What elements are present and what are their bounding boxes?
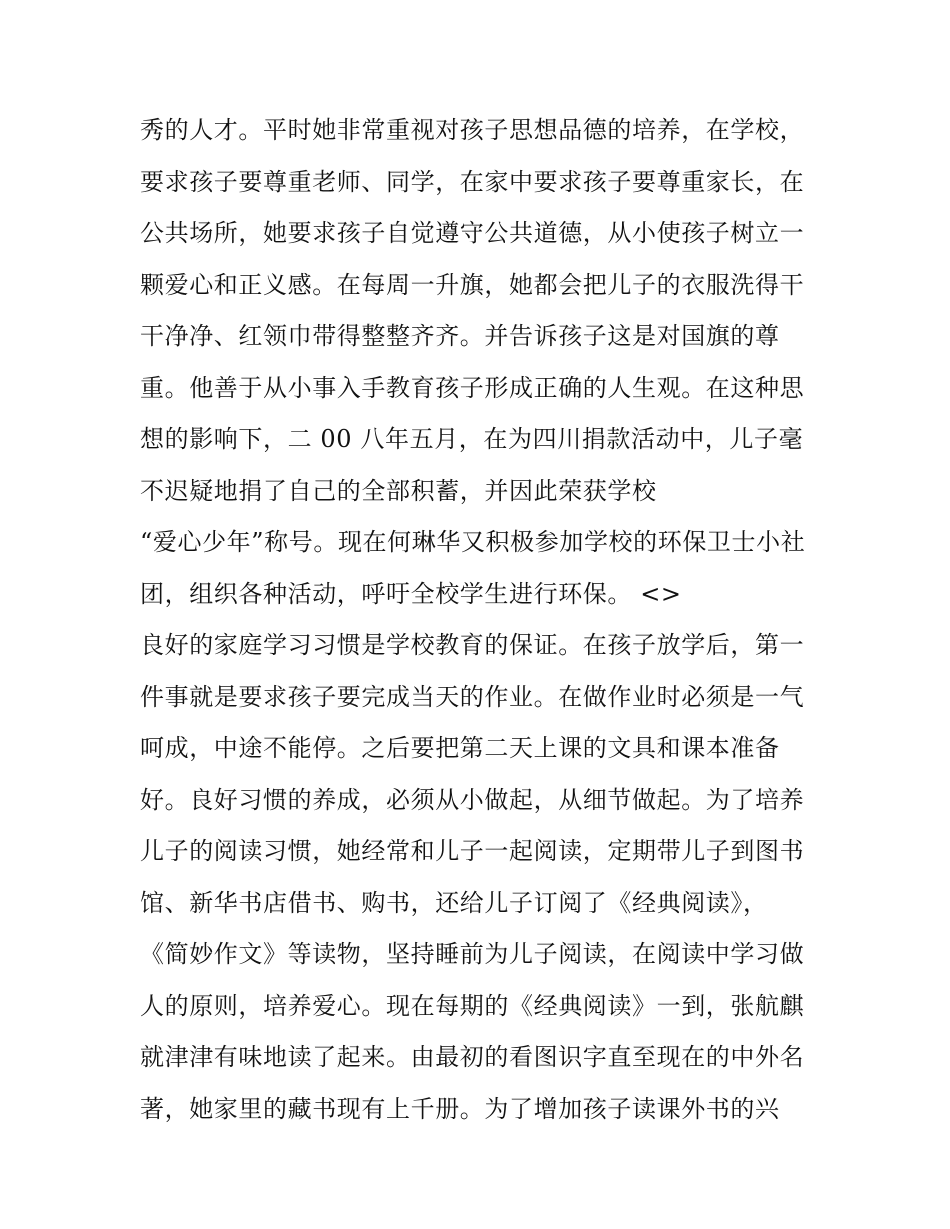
text-line: 著，她家里的藏书现有上千册。为了增加孩子读课外书的兴 bbox=[140, 1094, 780, 1123]
text-line: 馆、新华书店借书、购书，还给儿子订阅了《经典阅读》， bbox=[140, 888, 768, 917]
text-line: 重。他善于从小事入手教育孩子形成正确的人生观。在这种思 bbox=[140, 373, 805, 402]
text-line: 《简妙作文》等读物，坚持睡前为儿子阅读，在阅读中学习做 bbox=[140, 940, 805, 968]
text-line: “爱心少年”称号。现在何琳华又积极参加学校的环保卫士小社 bbox=[140, 528, 806, 556]
text-line: 不迟疑地捐了自己的全部积蓄，并因此荣获学校 bbox=[140, 476, 657, 505]
text-line: 秀的人才。平时她非常重视对孩子思想品德的培养，在学校， bbox=[140, 116, 805, 144]
text-line: 件事就是要求孩子要完成当天的作业。在做作业时必须是一气 bbox=[140, 682, 805, 711]
text-line: 就津津有味地读了起来。由最初的看图识字直至现在的中外名 bbox=[140, 1043, 805, 1071]
text-line: 干净净、红领巾带得整整齐齐。并告诉孩子这是对国旗的尊 bbox=[140, 322, 780, 350]
text-line: 要求孩子要尊重老师、同学，在家中要求孩子要尊重家长，在 bbox=[140, 167, 805, 196]
text-line: 良好的家庭学习习惯是学校教育的保证。在孩子放学后，第一 bbox=[140, 631, 805, 659]
text-line: 想的影响下，二 00 八年五月，在为四川捐款活动中，儿子毫 bbox=[140, 425, 804, 453]
text-line: 颗爱心和正义感。在每周一升旗，她都会把儿子的衣服洗得干 bbox=[140, 270, 805, 299]
text-line: 人的原则，培养爱心。现在每期的《经典阅读》一到，张航麒 bbox=[140, 991, 805, 1020]
body-text bbox=[140, 105, 830, 1135]
text-line: 公共场所，她要求孩子自觉遵守公共道德，从小使孩子树立一 bbox=[140, 219, 805, 247]
text-line: 团，组织各种活动，呼吁全校学生进行环保。 <> bbox=[140, 579, 682, 608]
text-line: 好。良好习惯的养成，必须从小做起，从细节做起。为了培养 bbox=[140, 785, 805, 814]
text-line: 儿子的阅读习惯，她经常和儿子一起阅读，定期带儿子到图书 bbox=[140, 837, 805, 865]
text-line: 呵成，中途不能停。之后要把第二天上课的文具和课本准备 bbox=[140, 734, 780, 762]
